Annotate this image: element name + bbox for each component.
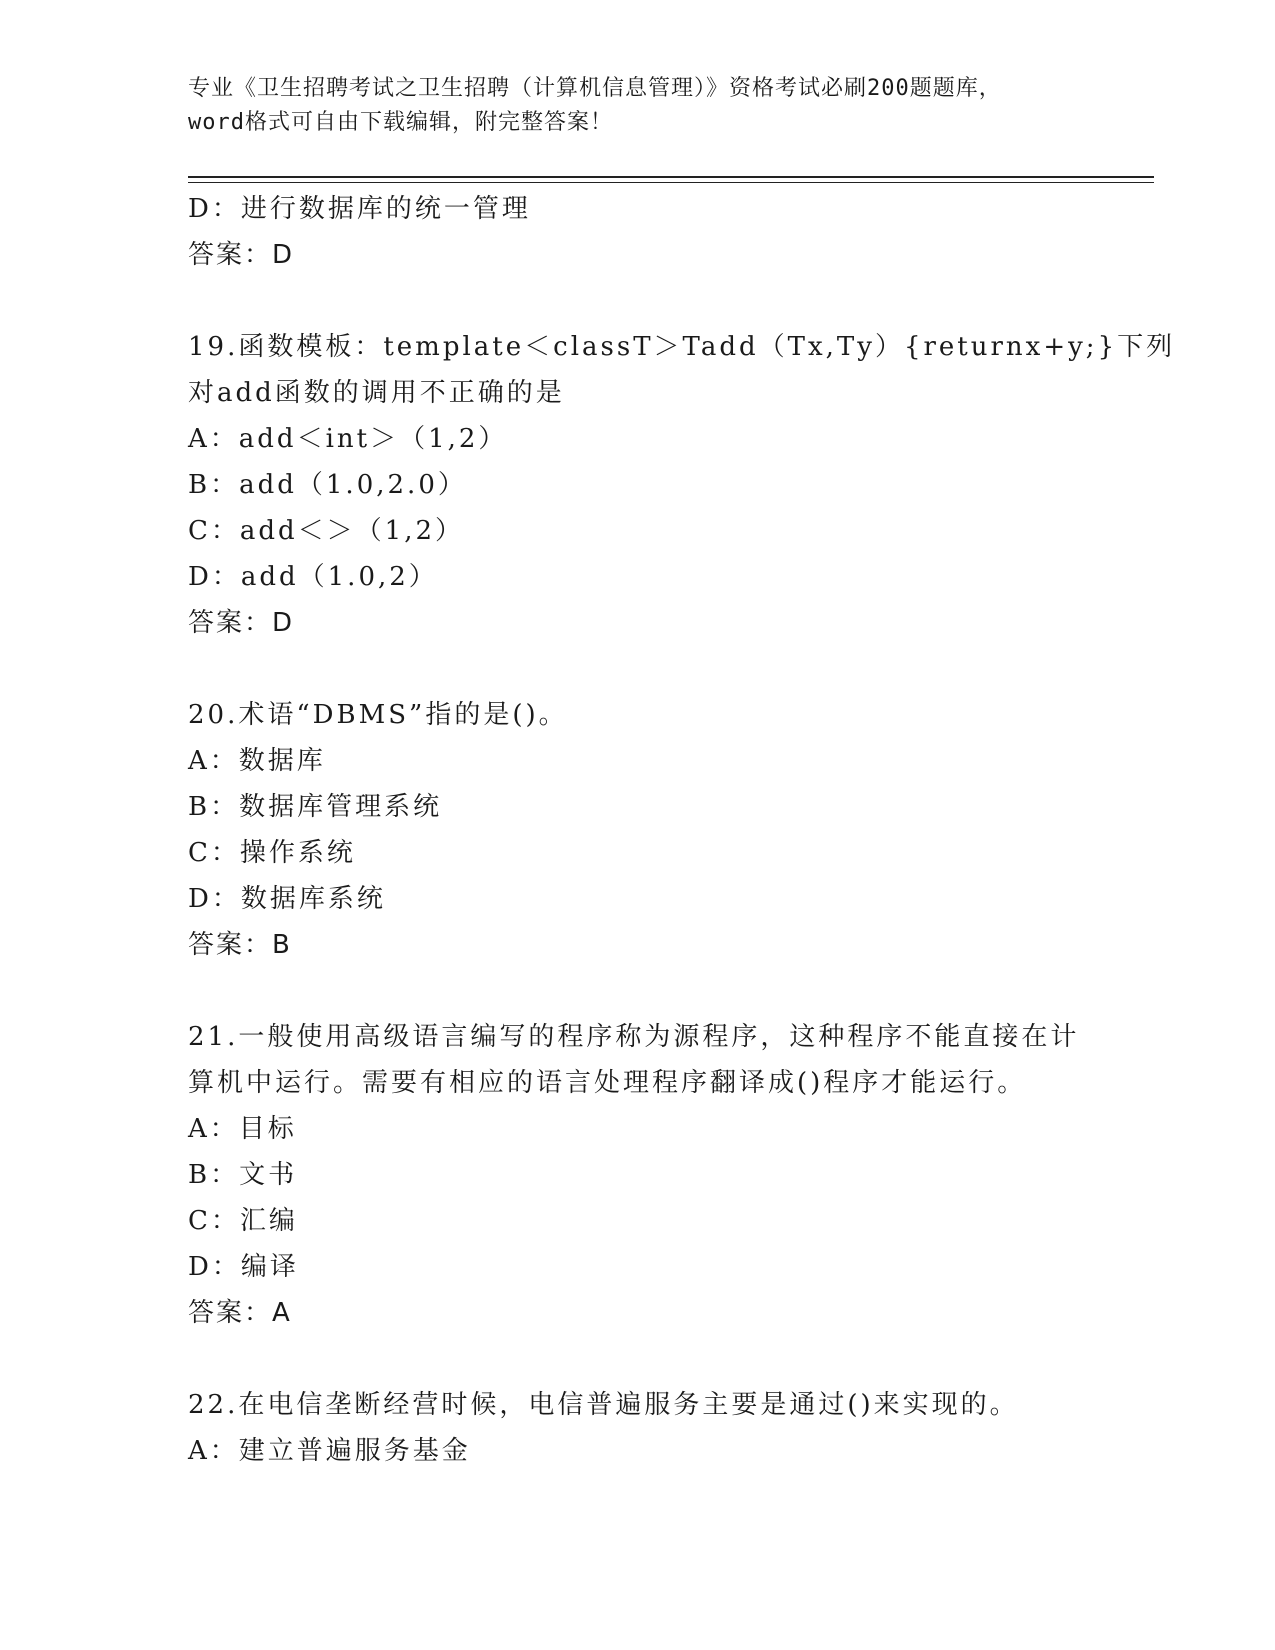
option-d: D：数据库系统 [188, 884, 386, 914]
header-line-2: word格式可自由下载编辑，附完整答案！ [188, 110, 613, 135]
option-d: D：add（1.0,2） [188, 562, 438, 592]
answer-line: 答案：D [188, 608, 295, 638]
question-stem-continued: 对add函数的调用不正确的是 [188, 378, 565, 408]
option-c: C：add＜＞（1,2） [188, 516, 465, 546]
question-content [188, 186, 1176, 1474]
question-21 [188, 1014, 1088, 1336]
previous-question-tail [188, 186, 1088, 278]
header-line-1: 专业《卫生招聘考试之卫生招聘（计算机信息管理）》资格考试必刷200题题库， [188, 76, 1002, 101]
question-stem-continued: 算机中运行。需要有相应的语言处理程序翻译成()程序才能运行。 [188, 1068, 1027, 1098]
spacer [188, 278, 1088, 324]
spacer [188, 1336, 1088, 1382]
option-b: B：数据库管理系统 [188, 792, 443, 822]
option-c: C：汇编 [188, 1206, 298, 1236]
answer-line: 答案：B [188, 930, 292, 960]
option-b: B：add（1.0,2.0） [188, 470, 467, 500]
question-22 [188, 1382, 1088, 1474]
spacer [188, 646, 1088, 692]
answer-line: 答案：A [188, 1298, 292, 1328]
question-stem: 22.在电信垄断经营时候，电信普遍服务主要是通过()来实现的。 [188, 1390, 1019, 1420]
option-c: C：操作系统 [188, 838, 356, 868]
document-header [188, 72, 1088, 140]
option-d: D：进行数据库的统一管理 [188, 194, 531, 224]
question-20 [188, 692, 1088, 968]
option-a: A：数据库 [188, 746, 326, 776]
answer-line: 答案：D [188, 240, 295, 270]
option-b: B：文书 [188, 1160, 298, 1190]
option-a: A：目标 [188, 1114, 297, 1144]
question-stem: 20.术语“DBMS”指的是()。 [188, 700, 568, 730]
question-stem: 21.一般使用高级语言编写的程序称为源程序，这种程序不能直接在计 [188, 1022, 1080, 1052]
option-a: A：建立普遍服务基金 [188, 1436, 471, 1466]
option-a: A：add＜int＞（1,2） [188, 424, 508, 454]
option-d: D：编译 [188, 1252, 299, 1282]
header-divider-thick [188, 176, 1154, 178]
question-stem: 19.函数模板：template＜classT＞Tadd（Tx,Ty）{returnx+y;}下列 [188, 332, 1176, 362]
spacer [188, 968, 1088, 1014]
header-divider-thin [188, 182, 1154, 183]
question-19 [188, 324, 1176, 646]
